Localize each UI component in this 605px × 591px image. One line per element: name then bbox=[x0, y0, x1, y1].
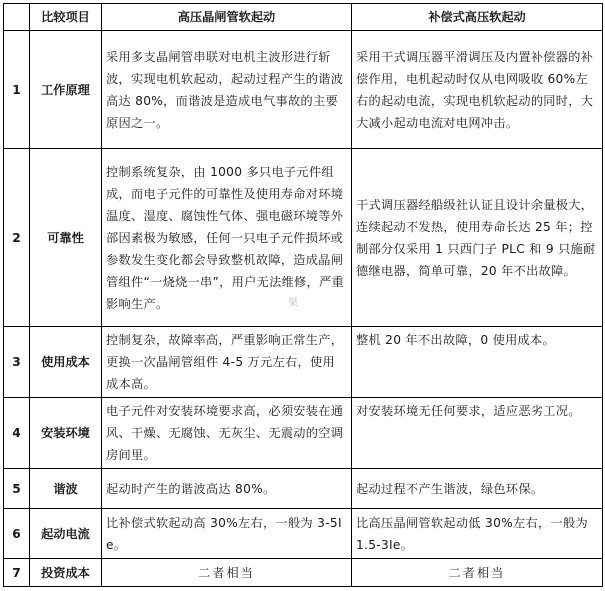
row-b: 比高压晶闸管软起动低 30%左右，一般为 1.5-3Ie。 bbox=[352, 509, 603, 559]
row-number: 4 bbox=[4, 398, 30, 469]
row-number: 7 bbox=[4, 559, 30, 587]
row-item: 工作原理 bbox=[30, 31, 102, 149]
row-item: 安装环境 bbox=[30, 398, 102, 469]
row-b: 对安装环境无任何要求，适应恶劣工况。 bbox=[352, 398, 603, 469]
row-a: 采用多支晶闸管串联对电机主波形进行斩波，实现电机软起动，起动过程产生的谐波高达 80%，而谐波是造成电气事故的主要原因之一。 bbox=[102, 31, 352, 149]
row-number: 2 bbox=[4, 149, 30, 327]
table-row bbox=[4, 149, 603, 327]
row-b: 起动过程不产生谐波，绿色环保。 bbox=[352, 469, 603, 509]
row-a: 起动时产生的谐波高达 80%。 bbox=[102, 469, 352, 509]
table-row bbox=[4, 327, 603, 398]
table-row bbox=[4, 559, 603, 587]
row-number: 5 bbox=[4, 469, 30, 509]
row-item: 起动电流 bbox=[30, 509, 102, 559]
header-b: 补偿式高压软起动 bbox=[352, 4, 603, 31]
header-num bbox=[4, 4, 30, 31]
row-b: 干式调压器经船级社认证且设计余量极大，连续起动不发热，使用寿命长达 25 年；控制部分仅采用 1 只西门子 PLC 和 9 只施耐德继电器，简单可靠，20 年不出故障。 bbox=[352, 149, 603, 327]
row-item: 可靠性 bbox=[30, 149, 102, 327]
row-number: 6 bbox=[4, 509, 30, 559]
header-item: 比较项目 bbox=[30, 4, 102, 31]
row-a: 二者相当 bbox=[102, 559, 352, 587]
table-row bbox=[4, 398, 603, 469]
row-a: 控制复杂，故障率高，严重影响正常生产，更换一次晶闸管组件 4-5 万元左右，使用成本高。 bbox=[102, 327, 352, 398]
row-b: 整机 20 年不出故障，0 使用成本。 bbox=[352, 327, 603, 398]
header-a: 高压晶闸管软起动 bbox=[102, 4, 352, 31]
row-b: 采用干式调压器平滑调压及内置补偿器的补偿作用，电机起动时仅从电网吸收 60%左右的起动电流，实现电机软起动的同时，大大减小起动电流对电网冲击。 bbox=[352, 31, 603, 149]
watermark: 果 bbox=[288, 298, 298, 309]
table-row bbox=[4, 31, 603, 149]
row-a: 比补偿式软起动高 30%左右，一般为 3-5Ie。 bbox=[102, 509, 352, 559]
row-a: 电子元件对安装环境要求高，必须安装在通风、干燥、无腐蚀、无灰尘、无震动的空调房间里。 bbox=[102, 398, 352, 469]
row-item: 谐波 bbox=[30, 469, 102, 509]
header-row bbox=[4, 4, 603, 31]
row-number: 3 bbox=[4, 327, 30, 398]
row-item: 使用成本 bbox=[30, 327, 102, 398]
row-number: 1 bbox=[4, 31, 30, 149]
table-row bbox=[4, 469, 603, 509]
row-b: 二者相当 bbox=[352, 559, 603, 587]
comparison-table bbox=[3, 3, 603, 587]
row-a: 控制系统复杂，由 1000 多只电子元件组成，而电子元件的可靠性及使用寿命对环境温度、湿度、腐蚀性气体、强电磁环境等外部因素极为敏感，任何一只电子元件损坏或参数发生变化都会导致整机故障，造成晶闸管组件“一烧烧一串”，用户无法维修，严重影响生产。 bbox=[102, 149, 352, 327]
row-item: 投资成本 bbox=[30, 559, 102, 587]
table-row bbox=[4, 509, 603, 559]
